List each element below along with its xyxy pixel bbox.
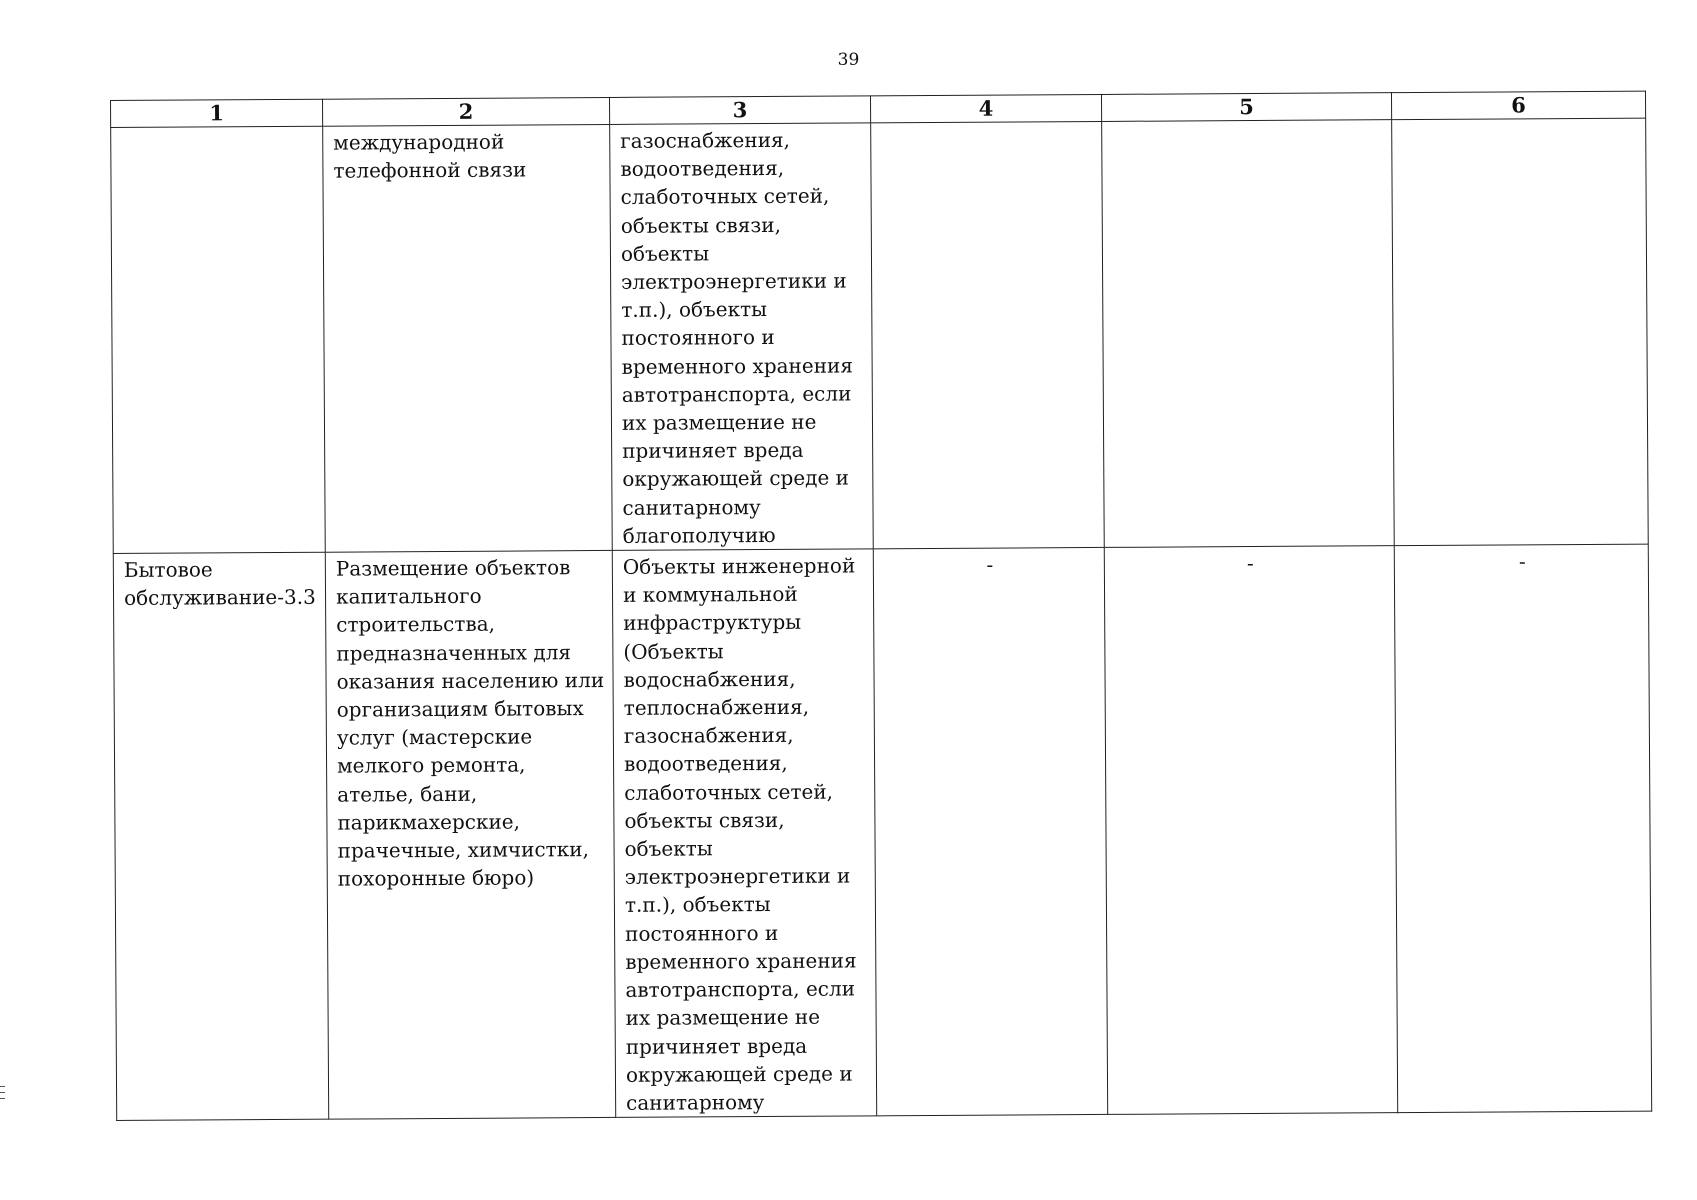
cell-col-6: -	[1394, 544, 1651, 1113]
header-col-1: 1	[111, 99, 323, 127]
cell-use-description: международной телефонной связи	[323, 124, 613, 552]
cell-col-4	[871, 121, 1105, 548]
scan-mark	[0, 1092, 5, 1093]
regulations-table	[110, 91, 1652, 1121]
cell-col-5	[1102, 120, 1395, 548]
table-row	[111, 118, 1649, 553]
cell-use-type: Бытовое обслуживание-3.3	[113, 552, 328, 1120]
cell-use-description: Размещение объектов капитального строительства, предназначенных для оказания населению или организациям бытовых услуг (мастерские мелкого ремонта, ателье, бани, парикмахерские, прачечные, химчистки, похоронные бюро)	[325, 550, 615, 1119]
header-col-3: 3	[609, 96, 870, 125]
page-number: 39	[837, 50, 860, 70]
cell-permitted-objects: Объекты инженерной и коммунальной инфраструктуры (Объекты водоснабжения, теплоснабжения, газоснабжения, водоотведения, слаботочных сетей, объекты связи, объекты электроэнергетики и т.п.), объекты постоянного и временного хранения автотранспорта, если их размещение не причиняет вреда окружающей среде и санитарному	[612, 549, 876, 1118]
cell-permitted-objects: газоснабжения, водоотведения, слаботочных сетей, объекты связи, объекты электроэнергетики и т.п.), объекты постоянного и временного хранения автотранспорта, если их размещение не причиняет вреда окружающей среде и санитарному благополучию	[610, 123, 874, 551]
cell-col-6	[1392, 118, 1649, 546]
scan-mark	[0, 1098, 5, 1099]
header-col-4: 4	[870, 94, 1101, 122]
table-row	[113, 544, 1651, 1120]
header-col-6: 6	[1391, 91, 1645, 120]
header-col-2: 2	[322, 97, 609, 126]
cell-col-5: -	[1104, 546, 1397, 1115]
cell-col-4: -	[873, 547, 1107, 1115]
header-col-5: 5	[1101, 93, 1391, 122]
cell-use-type	[111, 126, 326, 553]
scan-mark	[0, 1086, 5, 1087]
